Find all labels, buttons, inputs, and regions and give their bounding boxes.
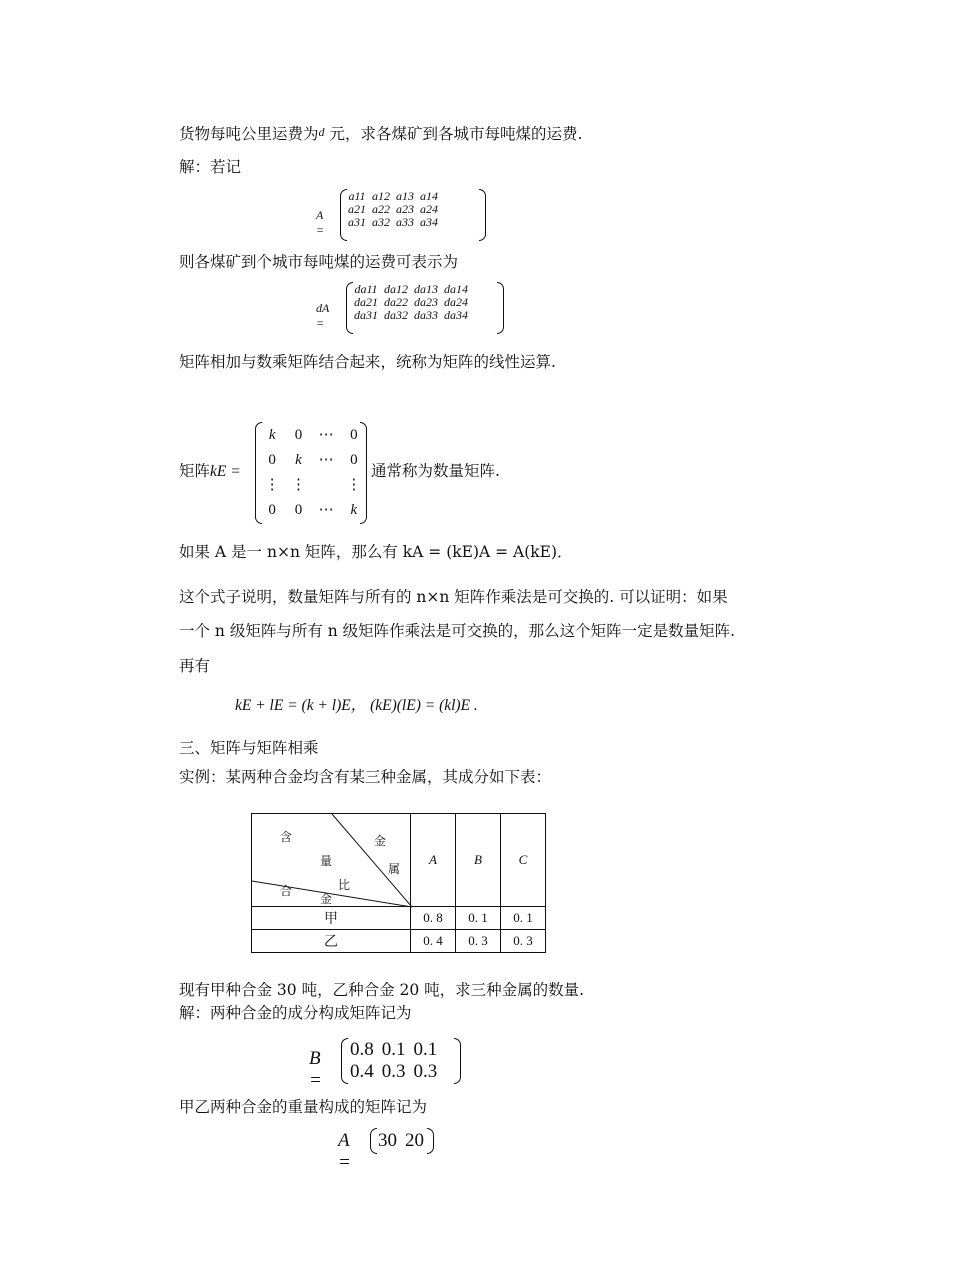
matrix-a-label: A = — [316, 208, 325, 237]
table-cell: 0. 8 — [411, 907, 456, 930]
scalar-matrix-caption: 通常称为数量矩阵. — [371, 462, 500, 480]
matrix-entry: a23 — [396, 202, 414, 216]
matrix-entry: a32 — [372, 215, 390, 229]
commutative-explanation-line1: 这个式子说明，数量矩阵与所有的 n×n 矩阵作乘法是可交换的. 可以证明：如果 — [179, 588, 728, 606]
diag-label: 量 — [320, 854, 333, 868]
alloy-example-intro: 实例：某两种合金均含有某三种金属，其成分如下表： — [179, 768, 552, 786]
matrix-entry: da14 — [444, 282, 468, 296]
diag-label: 合 — [280, 884, 293, 898]
matrix-entry: a34 — [420, 215, 438, 229]
matrix-a-weights — [370, 1128, 434, 1154]
matrix-b — [341, 1038, 461, 1084]
matrix-entry: k — [268, 427, 276, 443]
right-paren — [479, 189, 486, 241]
matrix-entry: da32 — [384, 308, 408, 322]
matrix-entry: a21 — [348, 202, 366, 216]
matrix-entry: 0.1 — [381, 1039, 406, 1060]
matrix-b-label: B = — [309, 1048, 322, 1091]
metal-header-c: C — [501, 814, 546, 907]
paragraph-freight-cost: 货物每吨公里运费为d 元，求各煤矿到各城市每吨煤的运费. — [179, 125, 583, 143]
table-header-row — [252, 814, 546, 907]
matrix-entry: k — [350, 502, 358, 518]
matrix-entry: 0 — [268, 452, 276, 468]
matrix-da-entries — [351, 283, 471, 322]
right-paren — [497, 282, 504, 334]
matrix-entry: a14 — [420, 189, 438, 203]
matrix-entry: a33 — [396, 215, 414, 229]
matrix-entry: ⋯ — [318, 452, 334, 468]
matrix-entry: da24 — [444, 295, 468, 309]
matrix-entry: da11 — [354, 282, 378, 296]
matrix-entry: 20 — [405, 1130, 424, 1151]
matrix-entry: 0.8 — [350, 1039, 374, 1060]
matrix-entry: k — [295, 452, 302, 468]
matrix-entry: 0.4 — [350, 1061, 374, 1082]
table-row — [252, 907, 546, 930]
scalar-matrix-entries — [259, 423, 367, 523]
table-cell: 0. 3 — [456, 930, 501, 953]
matrix-entry: ⋯ — [318, 502, 334, 518]
matrix-entry: ⋮ — [290, 477, 306, 493]
commutative-explanation-line2: 一个 n 级矩阵与所有 n 级矩阵作乘法是可交换的，那么这个矩阵一定是数量矩阵. — [179, 622, 736, 640]
matrix-entry: a11 — [348, 189, 366, 203]
alloy-quantity-question: 现有甲种合金 30 吨，乙种合金 20 吨，求三种金属的数量. — [179, 981, 585, 999]
weight-matrix-intro: 甲乙两种合金的重量构成的矩阵记为 — [179, 1098, 428, 1116]
alloy-name: 乙 — [252, 930, 411, 953]
matrix-entry: ⋮ — [264, 477, 280, 493]
alloy-composition-table — [251, 813, 546, 953]
additional-intro: 再有 — [179, 657, 211, 675]
matrix-a-entries — [345, 190, 441, 229]
matrix-a-weights-entries — [374, 1130, 428, 1152]
matrix-entry: da34 — [444, 308, 468, 322]
matrix-entry: 0.1 — [413, 1039, 438, 1060]
matrix-entry: a12 — [372, 189, 390, 203]
matrix-entry: a31 — [348, 215, 366, 229]
scalar-identities: kE + lE = (k + l)E， (kE)(lE) = (kl)E . — [235, 697, 478, 714]
commutative-statement: 如果 A 是一 n×n 矩阵，那么有 kA = (kE)A = A(kE)． — [179, 543, 573, 561]
matrix-entry: ⋮ — [346, 477, 362, 493]
scalar-matrix-ke — [255, 422, 367, 524]
diag-label: 金 — [320, 892, 333, 906]
diag-label: 金 — [374, 834, 387, 848]
matrix-b-entries — [346, 1039, 441, 1083]
matrix-entry: 0 — [350, 427, 358, 443]
section-heading-matrix-multiplication: 三、矩阵与矩阵相乘 — [179, 739, 319, 757]
matrix-entry: da31 — [354, 308, 378, 322]
matrix-entry: a24 — [420, 202, 438, 216]
scalar-matrix-label: 矩阵kE = — [179, 462, 241, 480]
matrix-entry: 30 — [378, 1130, 397, 1151]
linear-operations-text: 矩阵相加与数乘矩阵结合起来，统称为矩阵的线性运算. — [179, 353, 556, 371]
matrix-a-weights-label: A = — [338, 1130, 351, 1173]
matrix-entry: da23 — [414, 295, 438, 309]
matrix-entry: 0 — [294, 502, 303, 518]
matrix-entry: a13 — [396, 189, 414, 203]
table-cell: 0. 4 — [411, 930, 456, 953]
matrix-entry: da13 — [414, 282, 438, 296]
matrix-a — [340, 189, 486, 241]
matrix-entry — [312, 473, 341, 498]
matrix-entry: da22 — [384, 295, 408, 309]
matrix-entry: da12 — [384, 282, 408, 296]
diagonal-header-cell — [252, 814, 411, 907]
matrix-entry: 0.3 — [413, 1061, 438, 1082]
matrix-entry: 0 — [268, 502, 276, 518]
matrix-entry: a22 — [372, 202, 390, 216]
metal-header-a: A — [411, 814, 456, 907]
diag-label: 属 — [388, 862, 401, 876]
matrix-entry: da21 — [354, 295, 378, 309]
table-cell: 0. 1 — [456, 907, 501, 930]
right-paren — [427, 1128, 434, 1154]
matrix-entry: ⋯ — [318, 427, 334, 443]
matrix-da — [346, 282, 504, 334]
matrix-entry: 0.3 — [381, 1061, 406, 1082]
alloy-name: 甲 — [252, 907, 411, 930]
freight-matrix-intro: 则各煤矿到个城市每吨煤的运费可表示为 — [179, 253, 459, 271]
table-cell: 0. 3 — [501, 930, 546, 953]
solution-composition-intro: 解：两种合金的成分构成矩阵记为 — [179, 1004, 412, 1022]
matrix-entry: 0 — [294, 427, 303, 443]
diag-label: 比 — [338, 878, 351, 892]
table-row — [252, 930, 546, 953]
matrix-entry: da33 — [414, 308, 438, 322]
matrix-entry: 0 — [350, 452, 358, 468]
solution-intro: 解：若记 — [179, 158, 242, 176]
diag-label: 含 — [280, 830, 293, 844]
matrix-da-label: dA = — [316, 301, 330, 330]
right-paren — [454, 1038, 461, 1084]
table-cell: 0. 1 — [501, 907, 546, 930]
metal-header-b: B — [456, 814, 501, 907]
